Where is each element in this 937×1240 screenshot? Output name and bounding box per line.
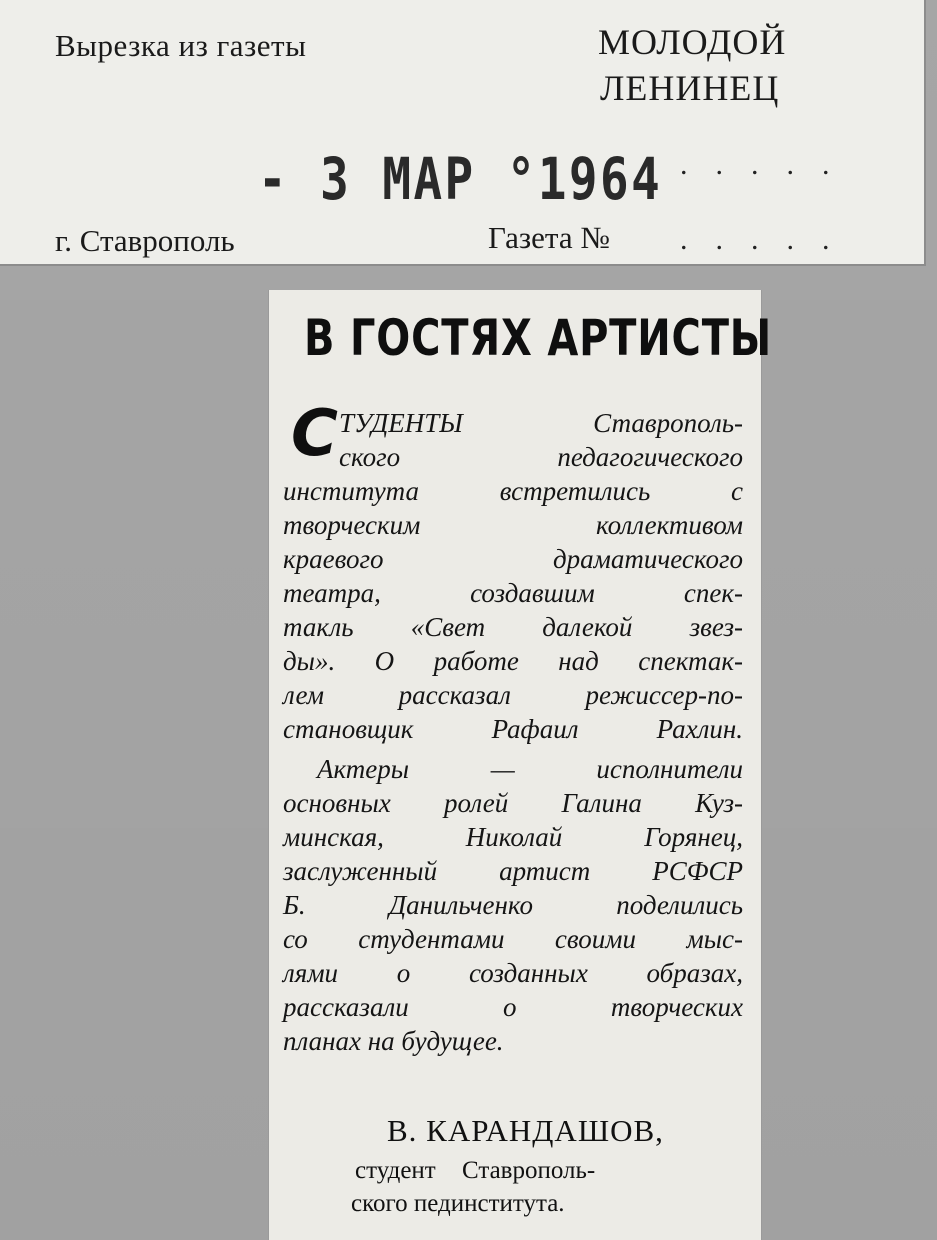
article-line: Актеры — исполнители: [317, 754, 743, 784]
article-line: института встретились с: [283, 476, 743, 506]
newspaper-name-line2: ЛЕНИНЕЦ: [600, 68, 780, 108]
source-label: Вырезка из газеты: [55, 28, 307, 63]
drop-cap: С: [291, 397, 338, 471]
article-line: минская, Николай Горянец,: [283, 822, 743, 852]
article-line: лями о созданных образах,: [283, 958, 743, 988]
article-line: такль «Свет далекой звез-: [283, 612, 743, 642]
author-name: В. КАРАНДАШОВ,: [387, 1113, 664, 1148]
gazeta-number-label: Газета №: [488, 220, 610, 255]
newspaper-clipping: [268, 290, 773, 1240]
blank-dots-number: .....: [680, 223, 858, 256]
article-line: ТУДЕНТЫ Ставрополь-: [339, 408, 743, 438]
article-line: ского педагогического: [339, 442, 743, 472]
author-title-line2: ского пединститута.: [351, 1190, 565, 1217]
article-line: театра, создавшим спек-: [283, 578, 743, 608]
article-headline: В ГОСТЯХ АРТИСТЫ: [304, 309, 773, 367]
article-line: Б. Данильченко поделились: [283, 890, 743, 920]
clipping-form-label: [0, 0, 926, 266]
article-line: творческим коллективом: [283, 510, 743, 540]
article-line: планах на будущее.: [283, 1026, 504, 1056]
article-line: лем рассказал режиссер-по-: [283, 680, 743, 710]
author-title-line1: студент Ставрополь-: [355, 1157, 596, 1184]
newspaper-name-line1: МОЛОДОЙ: [598, 22, 787, 62]
article-line: заслуженный артист РСФСР: [283, 856, 743, 886]
article-line: со студентами своими мыс-: [283, 924, 743, 954]
blank-dots-date: .....: [680, 148, 858, 181]
article-line: краевого драматического: [283, 544, 743, 574]
city-label: г. Ставрополь: [55, 223, 235, 258]
article-line: ды». О работе над спектак-: [283, 646, 743, 676]
article-line: рассказали о творческих: [283, 992, 743, 1022]
date-stamp: - 3 МАР °1964: [258, 145, 663, 213]
article-line: основных ролей Галина Куз-: [283, 788, 743, 818]
article-line: становщик Рафаил Рахлин.: [283, 714, 743, 744]
